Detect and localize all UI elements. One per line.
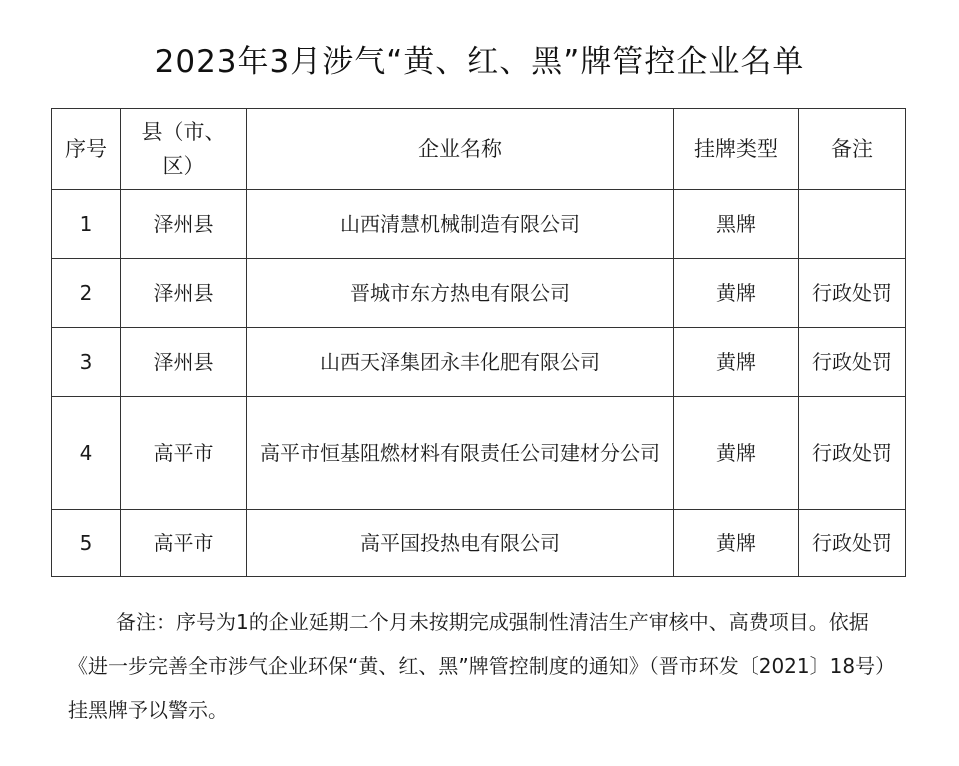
cell-company: 高平国投热电有限公司: [247, 510, 674, 577]
cell-seq: 4: [52, 397, 121, 510]
header-company: 企业名称: [247, 109, 674, 190]
cell-seq: 5: [52, 510, 121, 577]
header-remark: 备注: [799, 109, 906, 190]
cell-seq: 3: [52, 328, 121, 397]
table-header-row: [52, 109, 906, 190]
table-row: [52, 510, 906, 577]
cell-county: 高平市: [121, 510, 247, 577]
cell-plate-type: 黄牌: [674, 328, 799, 397]
table-row: [52, 397, 906, 510]
cell-county: 泽州县: [121, 190, 247, 259]
table-row: [52, 190, 906, 259]
cell-company: 山西清慧机械制造有限公司: [247, 190, 674, 259]
cell-county: 泽州县: [121, 328, 247, 397]
cell-seq: 2: [52, 259, 121, 328]
cell-company: 高平市恒基阻燃材料有限责任公司建材分公司: [247, 397, 674, 510]
cell-remark: 行政处罚: [799, 397, 906, 510]
cell-county: 泽州县: [121, 259, 247, 328]
header-seq: 序号: [52, 109, 121, 190]
cell-company: 山西天泽集团永丰化肥有限公司: [247, 328, 674, 397]
cell-plate-type: 黑牌: [674, 190, 799, 259]
cell-plate-type: 黄牌: [674, 510, 799, 577]
document-title: 2023年3月涉气“黄、红、黑”牌管控企业名单: [154, 44, 805, 80]
cell-remark: 行政处罚: [799, 510, 906, 577]
cell-remark: 行政处罚: [799, 328, 906, 397]
header-county: 县（市、区）: [121, 109, 247, 190]
table-row: [52, 259, 906, 328]
header-plate-type: 挂牌类型: [674, 109, 799, 190]
cell-remark: [799, 190, 906, 259]
cell-plate-type: 黄牌: [674, 259, 799, 328]
table-row: [52, 328, 906, 397]
cell-plate-type: 黄牌: [674, 397, 799, 510]
remark-note: 备注：序号为1的企业延期二个月未按期完成强制性清洁生产审核中、高费项目。依据《进一步完善全市涉气企业环保“黄、红、黑”牌管控制度的通知》（晋市环发〔2021〕18号）挂黑牌予以警示。: [68, 610, 886, 722]
cell-company: 晋城市东方热电有限公司: [247, 259, 674, 328]
cell-county: 高平市: [121, 397, 247, 510]
cell-seq: 1: [52, 190, 121, 259]
cell-remark: 行政处罚: [799, 259, 906, 328]
enterprise-list-table: [51, 108, 906, 577]
